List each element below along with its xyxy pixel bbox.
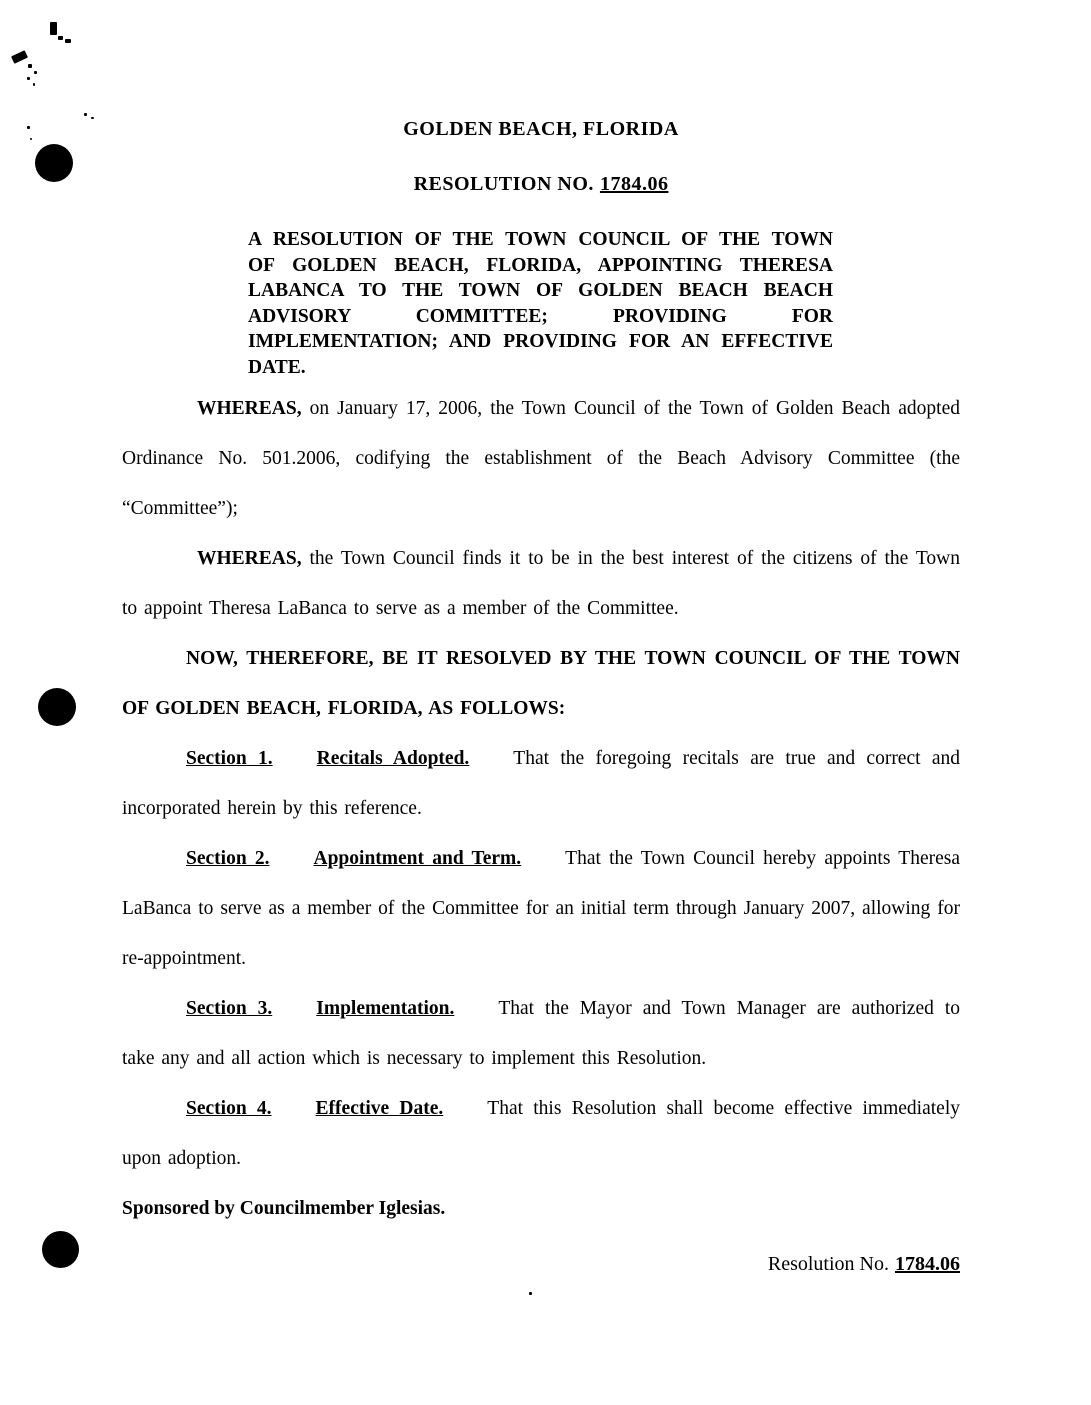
scan-speck <box>65 39 71 43</box>
footer-number-value: 1784.06 <box>895 1253 960 1275</box>
scan-speck <box>30 138 32 140</box>
section-4-paragraph <box>122 1084 960 1184</box>
section-heading: Appointment and Term. <box>313 848 522 869</box>
scan-speck <box>50 22 57 35</box>
hole-punch-dot <box>35 144 73 182</box>
section-heading: Recitals Adopted. <box>316 748 470 769</box>
section-number: Section 3. <box>186 998 273 1019</box>
scan-speck <box>34 71 37 74</box>
section-number: Section 1. <box>186 748 273 769</box>
scan-speck <box>27 126 30 129</box>
section-heading: Implementation. <box>316 998 455 1019</box>
section-body-text: That this Resolution shall become effective immediately upon adoption. <box>122 1098 960 1169</box>
section-2-paragraph <box>122 834 960 984</box>
section-heading: Effective Date. <box>315 1098 444 1119</box>
recital-paragraph-2 <box>122 534 960 634</box>
scan-speck <box>529 1292 532 1295</box>
whereas-lead: WHEREAS, <box>197 548 302 569</box>
document-title: GOLDEN BEACH, FLORIDA <box>403 118 679 140</box>
resolution-number-label: RESOLUTION NO. <box>413 173 594 195</box>
scan-speck <box>91 117 94 119</box>
scan-speck <box>84 113 87 116</box>
section-body-text: That the foregoing recitals are true and correct and incorporated herein by this reference. <box>122 748 961 819</box>
recital-text: the Town Council finds it to be in the best interest of the citizens of the Town to appoint Theresa LaBanca to serve as a member of the Committee. <box>122 548 960 619</box>
hole-punch-dot <box>42 1231 79 1268</box>
scan-speck <box>58 36 63 40</box>
document-body <box>122 118 960 1289</box>
resolved-clause: NOW, THEREFORE, BE IT RESOLVED BY THE TOWN COUNCIL OF THE TOWN OF GOLDEN BEACH, FLORIDA, AS FOLLOWS: <box>122 648 960 719</box>
recital-text: on January 17, 2006, the Town Council of the Town of Golden Beach adopted Ordinance No. 501.2006, codifying the establishment of the Beach Advisory Committee (the “Committee”); <box>122 398 960 519</box>
scan-speck <box>28 64 32 68</box>
hole-punch-dot <box>38 688 76 726</box>
whereas-lead: WHEREAS, <box>197 398 302 419</box>
sponsor-line: Sponsored by Councilmember Iglesias. <box>122 1198 446 1219</box>
section-body-text: That the Town Council hereby appoints Theresa LaBanca to serve as a member of the Committee for an initial term through January 2007, allowing for re-appointment. <box>122 848 960 969</box>
section-3-paragraph <box>122 984 960 1084</box>
recital-paragraph-1 <box>122 384 960 534</box>
resolution-number-heading <box>122 173 960 196</box>
scan-speck <box>11 50 28 64</box>
footer-resolution-number <box>122 1239 960 1289</box>
section-body-text: That the Mayor and Town Manager are authorized to take any and all action which is necessary to implement this Resolution. <box>122 998 960 1069</box>
section-1-paragraph <box>122 734 960 834</box>
scan-speck <box>27 77 30 80</box>
scan-speck <box>33 83 35 86</box>
resolution-number-value: 1784.06 <box>599 173 669 195</box>
footer-label: Resolution No. <box>767 1253 889 1275</box>
resolution-caption: A RESOLUTION OF THE TOWN COUNCIL OF THE TOWN OF GOLDEN BEACH, FLORIDA, APPOINTING THERESA LABANCA TO THE TOWN OF GOLDEN BEACH BEACH ADVISORY COMMITTEE; PROVIDING FOR IMPLEMENTATION; AND PROVIDING FOR AN EFFECTIVE DATE. <box>248 229 833 378</box>
section-number: Section 2. <box>186 848 270 869</box>
section-number: Section 4. <box>186 1098 272 1119</box>
